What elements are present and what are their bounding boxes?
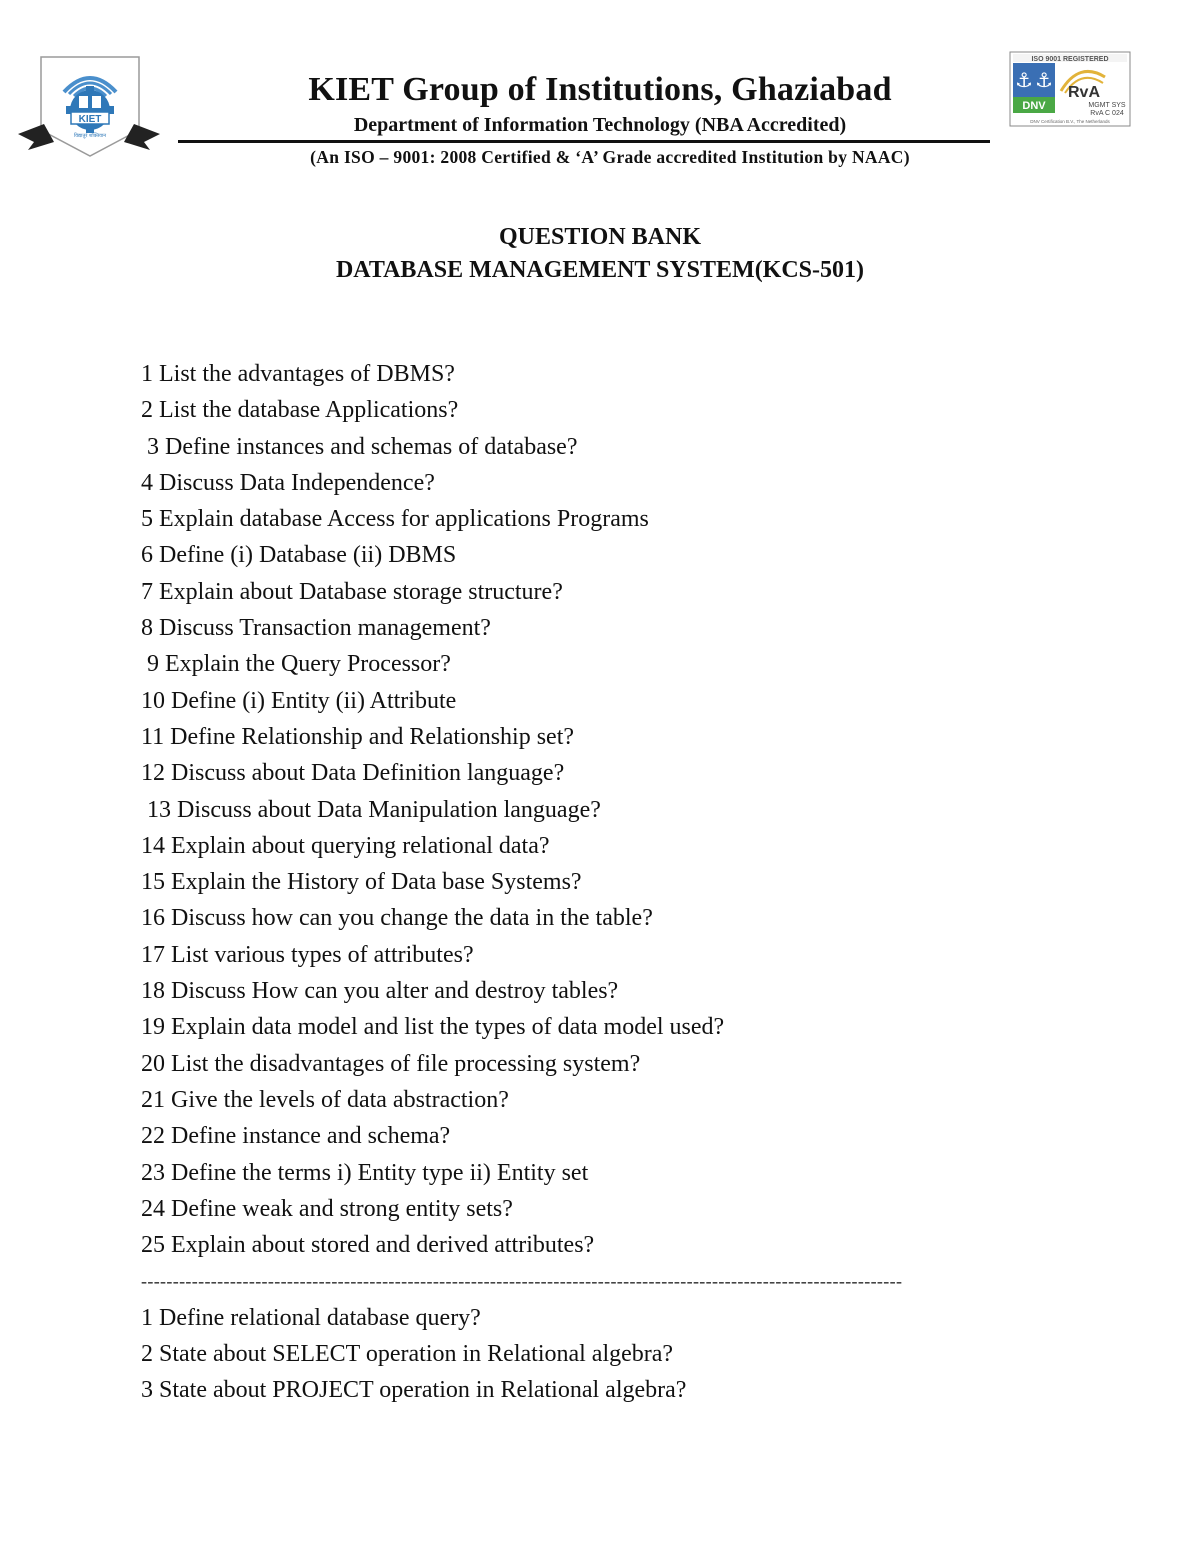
svg-text:DNV Certification B.V., The Ne: DNV Certification B.V., The Netherlands	[1030, 119, 1110, 124]
question-item: 3 Define instances and schemas of database?	[141, 433, 578, 460]
question-item: 11 Define Relationship and Relationship set?	[141, 723, 575, 750]
svg-text:RvA C 024: RvA C 024	[1090, 110, 1124, 117]
question-item: 24 Define weak and strong entity sets?	[141, 1195, 513, 1222]
header-divider	[178, 140, 990, 143]
question-item: 12 Discuss about Data Definition language?	[141, 760, 565, 787]
question-item: 8 Discuss Transaction management?	[141, 615, 491, 642]
question-item: 22 Define instance and schema?	[141, 1123, 451, 1150]
kiet-crest-logo-icon	[14, 52, 164, 162]
institution-name: KIET Group of Institutions, Ghaziabad	[308, 71, 892, 108]
section-separator: ------------------------------------------------------------------------------------------------------------------------	[141, 1271, 903, 1292]
question-item: 16 Discuss how can you change the data in the table?	[141, 905, 653, 932]
question-item: 1 Define relational database query?	[141, 1304, 481, 1331]
department-name: Department of Information Technology (NBA Accredited)	[353, 114, 847, 136]
svg-text:ISO 9001 REGISTERED: ISO 9001 REGISTERED	[1031, 56, 1109, 63]
question-item: 2 List the database Applications?	[141, 397, 459, 424]
question-item: 7 Explain about Database storage structure?	[141, 578, 563, 605]
question-item: 6 Define (i) Database (ii) DBMS	[141, 542, 457, 569]
question-list	[141, 356, 1041, 1409]
svg-text:DNV: DNV	[1022, 100, 1046, 112]
svg-text:⚓: ⚓	[1035, 68, 1053, 92]
question-item: 20 List the disadvantages of file processing system?	[141, 1050, 641, 1077]
question-item: 18 Discuss How can you alter and destroy tables?	[141, 978, 619, 1005]
question-item: 15 Explain the History of Data base Systems?	[141, 869, 582, 896]
question-item: 5 Explain database Access for applications Programs	[141, 506, 649, 533]
svg-text:KIET: KIET	[78, 114, 102, 125]
question-item: 13 Discuss about Data Manipulation language?	[141, 796, 601, 823]
accreditation-line: (An ISO – 9001: 2008 Certified & ‘A’ Grade accredited Institution by NAAC)	[310, 147, 910, 167]
question-item: 2 State about SELECT operation in Relational algebra?	[141, 1341, 674, 1368]
question-item: 14 Explain about querying relational data?	[141, 832, 550, 859]
question-item: 9 Explain the Query Processor?	[141, 651, 451, 678]
question-item: 4 Discuss Data Independence?	[141, 469, 435, 496]
question-item: 3 State about PROJECT operation in Relational algebra?	[141, 1377, 687, 1404]
document-title: QUESTION BANK	[498, 224, 702, 250]
svg-text:विद्यातुरं शक्तिवान: विद्यातुरं शक्तिवान	[73, 133, 107, 139]
svg-text:RvA: RvA	[1067, 84, 1101, 101]
question-item: 19 Explain data model and list the types of data model used?	[141, 1014, 725, 1041]
question-item: 23 Define the terms i) Entity type ii) Entity set	[141, 1159, 589, 1186]
iso-dnv-certification-logo-icon	[1009, 51, 1131, 127]
question-item: 21 Give the levels of data abstraction?	[141, 1086, 509, 1113]
question-item: 25 Explain about stored and derived attributes?	[141, 1232, 595, 1259]
question-item: 1 List the advantages of DBMS?	[141, 361, 455, 387]
document-subtitle: DATABASE MANAGEMENT SYSTEM(KCS-501)	[335, 257, 865, 283]
svg-text:MGMT SYS: MGMT SYS	[1088, 102, 1126, 109]
question-item: 10 Define (i) Entity (ii) Attribute	[141, 687, 457, 714]
question-item: 17 List various types of attributes?	[141, 941, 474, 968]
svg-text:⚓: ⚓	[1015, 68, 1033, 92]
